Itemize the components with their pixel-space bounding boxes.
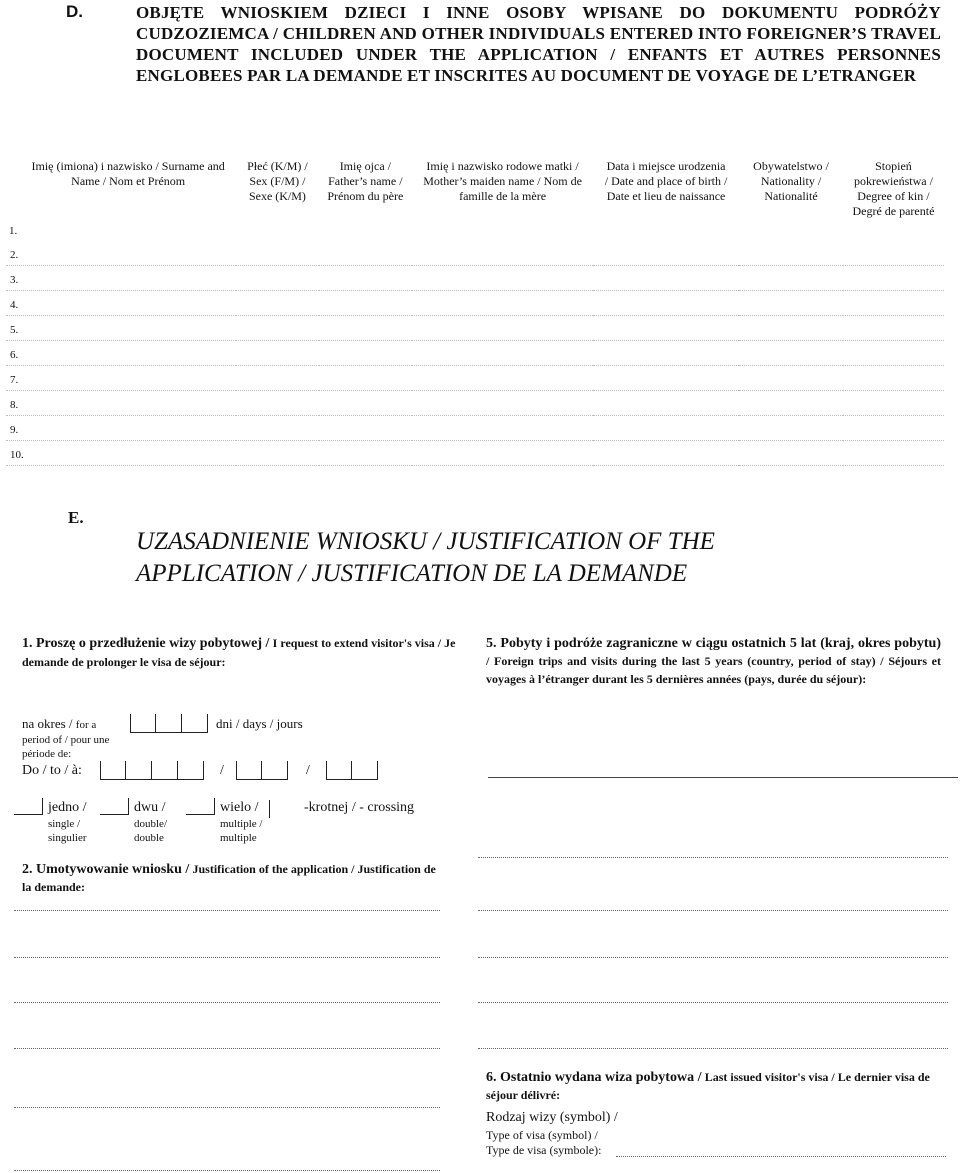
trips-line[interactable] [478,1002,948,1003]
table-cell[interactable] [319,391,413,416]
column-header-birth [593,157,739,241]
column-header-label: Imię i nazwisko rodowe matki / Mother’s maiden name / Nom de famille de la mère [423,159,582,203]
table-cell[interactable] [739,416,843,441]
table-cell[interactable] [593,391,739,416]
table-cell[interactable] [412,366,593,391]
item1-en: I request to extend visitor's visa / Je demande de prolonger le visa de séjour: [22,636,456,669]
trips-line[interactable] [478,957,948,958]
table-cell[interactable] [412,316,593,341]
item6-text [486,1068,941,1104]
column-header-label: Obywatelstwo / Nationality / Nationalité [753,159,829,203]
column-header-label: Imię (imiona) i nazwisko / Surname and Name / Nom et Prénom [31,159,225,188]
date-separator: / [306,763,310,778]
table-cell[interactable] [739,241,843,266]
column-header-label: Imię ojca / Father’s name / Prénom du père [327,159,404,203]
date-separator: / [220,763,224,778]
period-label-en: for a [75,719,97,731]
item5-line[interactable] [488,777,958,778]
period-label-fr: period of / pour une période de: [22,734,110,760]
row-number: 3. [6,266,236,291]
item1-text [22,634,462,671]
single-checkbox[interactable] [14,798,43,815]
visa-type-fr: Type de visa (symbole): [486,1143,602,1157]
table-cell[interactable] [739,316,843,341]
row-number: 2. [6,241,236,266]
visa-type-en: Type of visa (symbol) / [486,1128,598,1142]
table-cell[interactable] [843,416,944,441]
table-cell[interactable] [843,316,944,341]
table-row [6,291,944,316]
table-cell[interactable] [843,291,944,316]
table-cell[interactable] [593,416,739,441]
section-e-letter: E. [68,508,84,527]
to-date-label: Do / to / à: [22,763,82,778]
table-cell[interactable] [843,241,944,266]
table-cell[interactable] [319,366,413,391]
table-cell[interactable] [319,266,413,291]
table-cell[interactable] [843,366,944,391]
table-cell[interactable] [236,341,318,366]
column-header-kin [843,157,944,241]
digit-box[interactable] [236,761,262,779]
table-cell[interactable] [593,341,739,366]
table-row [6,316,944,341]
item2-text [22,860,442,896]
table-cell[interactable] [593,316,739,341]
period-days-input[interactable] [130,714,208,733]
table-cell[interactable] [739,291,843,316]
table-cell[interactable] [739,391,843,416]
item6-en: Last issued visitor's visa / Le dernier visa de séjour délivré: [486,1070,930,1102]
table-cell[interactable] [843,441,944,466]
justification-line[interactable] [14,957,440,958]
table-cell[interactable] [843,266,944,291]
digit-box[interactable] [182,714,208,732]
justification-line[interactable] [14,1170,440,1171]
item5-text [486,634,941,688]
column-header-name [6,157,236,241]
trips-line[interactable] [478,857,948,858]
table-cell[interactable] [593,291,739,316]
row-number: 9. [6,416,236,441]
single-label: jedno / [48,800,87,815]
column-header-father [319,157,413,241]
table-cell[interactable] [739,266,843,291]
column-header-nationality [739,157,843,241]
item2-pl: 2. Umotywowanie wniosku / [22,862,190,877]
table-cell[interactable] [412,241,593,266]
column-header-label: Stopień pokrewieństwa / Degree of kin / Degré de parenté [852,159,935,218]
double-checkbox[interactable] [100,798,129,815]
table-row [6,366,944,391]
justification-line[interactable] [14,910,440,911]
digit-box[interactable] [178,761,204,779]
table-cell[interactable] [236,266,318,291]
row-number: 6. [6,341,236,366]
digit-box[interactable] [130,714,156,732]
double-sublabel: double/ double [134,818,167,844]
multiple-sublabel: multiple / multiple [220,818,263,844]
table-cell[interactable] [412,341,593,366]
table-cell[interactable] [236,441,318,466]
table-row [6,441,944,466]
item5-pl: 5. Pobyty i podróże zagraniczne w ciągu ostatnich 5 lat (kraj, okres pobytu) [486,636,941,651]
table-cell[interactable] [236,291,318,316]
table-row [6,266,944,291]
table-cell[interactable] [236,391,318,416]
table-cell[interactable] [319,416,413,441]
column-header-sex [236,157,318,241]
table-cell[interactable] [236,366,318,391]
justification-line[interactable] [14,1002,440,1003]
digit-box[interactable] [352,761,378,779]
crossing-label: -krotnej / - crossing [304,800,415,815]
digit-box[interactable] [156,714,182,732]
column-header-label: Data i miejsce urodzenia / Date and place of birth / Date et lieu de naissance [604,159,728,203]
section-e-title-line2: APPLICATION / JUSTIFICATION DE LA DEMANDE [136,560,688,587]
digit-box[interactable] [100,761,126,779]
table-cell[interactable] [412,266,593,291]
table-cell[interactable] [412,291,593,316]
section-e-title [136,526,715,590]
item5-en: / Foreign trips and visits during the last 5 years (country, period of stay) / Séjours et voyages à l’étranger durant les 5 dernières années (pays, durée du séjour): [486,654,941,686]
period-label-pl: na okres / [22,716,73,731]
digit-box[interactable] [152,761,178,779]
table-cell[interactable] [593,441,739,466]
single-sublabel: single / singulier [48,818,87,844]
table-cell[interactable] [412,416,593,441]
to-date-day-input[interactable] [100,761,204,780]
row-number: 7. [6,366,236,391]
table-cell[interactable] [739,441,843,466]
table-cell[interactable] [412,441,593,466]
multiple-checkbox[interactable] [186,798,215,815]
section-d-letter: D. [66,2,83,21]
table-header-row [6,157,944,241]
item2-en: Justification of the application / Justification de la demande: [22,862,436,894]
table-cell[interactable] [843,391,944,416]
table-cell[interactable] [319,241,413,266]
table-cell[interactable] [593,366,739,391]
row-number: 5. [6,316,236,341]
days-label: dni / days / jours [216,716,303,731]
visa-type-input[interactable] [616,1156,946,1157]
item1-pl: 1. Proszę o przedłużenie wizy pobytowej / [22,636,270,651]
table-cell[interactable] [236,241,318,266]
children-table [6,157,944,466]
table-cell[interactable] [319,441,413,466]
to-date-month-input[interactable] [236,761,288,780]
trips-line[interactable] [478,1048,948,1049]
table-cell[interactable] [593,241,739,266]
section-d-title: OBJĘTE WNIOSKIEM DZIECI I INNE OSOBY WPISANE DO DOKUMENTU PODRÓŻY CUDZOZIEMCA / CHILDREN AND OTHER INDIVIDUALS ENTERED INTO FOREIGNER’S TRAVEL DOCUMENT INCLUDED UNDER THE APPLICATION / ENFANTS ET AUTRES PERSONNES ENGLOBEES PAR LA DEMANDE ET INSCRITES AU DOCUMENT DE VOYAGE DE L’ETRANGER [136,3,941,85]
table-cell[interactable] [319,341,413,366]
justification-line[interactable] [14,1048,440,1049]
table-row [6,416,944,441]
row-number: 4. [6,291,236,316]
row-number: 1. [9,225,18,237]
digit-box[interactable] [262,761,288,779]
table-cell[interactable] [593,266,739,291]
digit-box[interactable] [326,761,352,779]
justification-line[interactable] [14,1107,440,1108]
to-date-year-input[interactable] [326,761,378,780]
item6-pl: 6. Ostatnio wydana wiza pobytowa / [486,1070,702,1085]
multiple-label: wielo / [220,800,259,815]
period-label [22,716,96,732]
table-cell[interactable] [412,391,593,416]
row-number: 10. [6,441,236,466]
table-row [6,241,944,266]
table-row [6,391,944,416]
trips-line[interactable] [478,910,948,911]
table-cell[interactable] [236,316,318,341]
table-cell[interactable] [319,316,413,341]
table-cell[interactable] [739,341,843,366]
column-header-label: Płeć (K/M) / Sex (F/M) / Sexe (K/M) [247,159,308,203]
table-cell[interactable] [236,416,318,441]
section-e-title-line1: UZASADNIENIE WNIOSKU / JUSTIFICATION OF THE [136,528,715,555]
table-cell[interactable] [739,366,843,391]
visa-type-pl: Rodzaj wizy (symbol) / [486,1110,618,1125]
column-header-mother [412,157,593,241]
table-cell[interactable] [319,291,413,316]
table-cell[interactable] [843,341,944,366]
digit-box[interactable] [126,761,152,779]
row-number: 8. [6,391,236,416]
multiple-divider [269,800,270,818]
double-label: dwu / [134,800,166,815]
table-row [6,341,944,366]
